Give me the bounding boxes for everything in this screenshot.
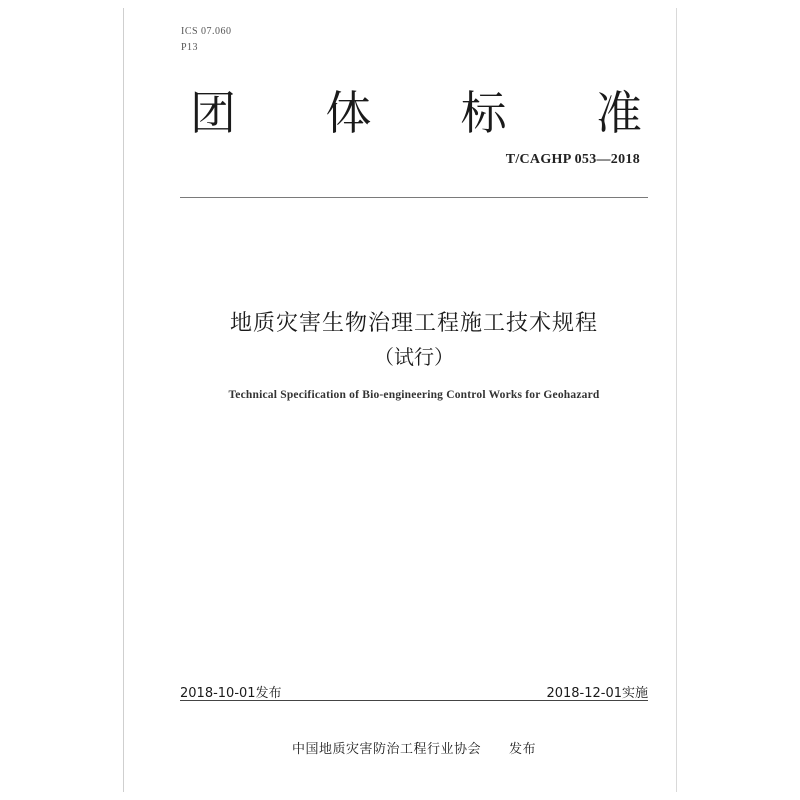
standard-number: T/CAGHP 053—2018 [505,152,640,167]
header-divider [180,197,648,198]
footer-divider [180,700,648,701]
standard-type-char: 准 [595,86,642,140]
standard-type-char: 体 [325,86,372,140]
standard-type-char: 团 [190,86,236,140]
document-title: 地质灾害生物治理工程施工技术规程 [229,311,598,336]
publisher-name: 中国地质灾害防治工程行业协会 [291,742,481,757]
publisher-action: 发布 [509,742,537,757]
standard-type-char: 标 [460,86,507,140]
issue-date: 2018-10-01发布 [180,686,282,701]
document-subtitle: （试行） [374,345,454,369]
classification-code: P13 [181,42,199,53]
implementation-date: 2018-12-01实施 [546,686,648,701]
ics-code: ICS 07.060 [181,26,232,37]
publisher-line [180,738,648,757]
standard-type-heading [190,80,642,140]
document-title-english: Technical Specification of Bio-engineering Control Works for Geohazard [228,389,600,401]
